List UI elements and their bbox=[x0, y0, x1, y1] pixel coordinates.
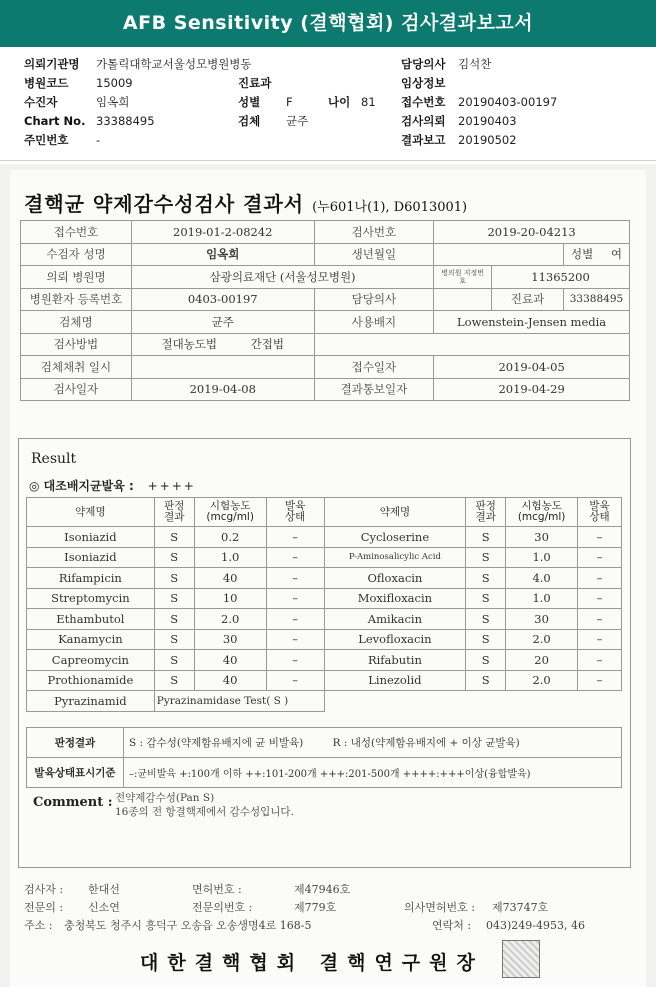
info-value: 균주 bbox=[131, 311, 314, 334]
drug-name: Rifabutin bbox=[324, 650, 466, 671]
drug-name: Levofloxacin bbox=[324, 629, 466, 650]
drug-row bbox=[27, 588, 622, 609]
drug-result: S bbox=[466, 588, 506, 609]
drug-growth: – bbox=[578, 547, 622, 568]
col-conc: 시험농도 (mcg/ml) bbox=[506, 498, 578, 527]
patient-label: 수진자 bbox=[24, 95, 58, 109]
age-label: 나이 bbox=[328, 95, 351, 109]
judge-label: 판정결과 bbox=[27, 728, 124, 758]
drug-name: Kanamycin bbox=[27, 629, 155, 650]
drug-concentration: 2.0 bbox=[506, 629, 578, 650]
hospital-code-label: 병원코드 bbox=[24, 76, 69, 90]
receipt-no-value: 20190403-00197 bbox=[458, 95, 558, 109]
drug-growth: – bbox=[266, 588, 324, 609]
resident-no-label: 주민번호 bbox=[24, 133, 69, 147]
drug-growth: – bbox=[578, 568, 622, 589]
drug-name: P-Aminosalicylic Acid bbox=[324, 547, 466, 568]
drug-concentration: 1.0 bbox=[506, 547, 578, 568]
judgement-legend bbox=[26, 727, 622, 788]
specialist-value: 신소연 bbox=[88, 901, 120, 914]
info-label: 담당의사 bbox=[314, 288, 434, 311]
organization-name: 대한결핵협회 결핵연구원장 bbox=[140, 952, 484, 974]
drug-name: Amikacin bbox=[324, 609, 466, 630]
control-growth-label: ◎ 대조배지균발육 : bbox=[29, 479, 134, 493]
drug-name: Ethambutol bbox=[27, 609, 155, 630]
info-value bbox=[434, 288, 492, 311]
info-value: 2019-04-08 bbox=[131, 378, 314, 401]
address-value: 충청북도 청주시 흥덕구 오송읍 오송생명4로 168-5 bbox=[64, 919, 312, 932]
drug-growth: – bbox=[578, 609, 622, 630]
report-title-text: 결핵균 약제감수성검사 결과서 bbox=[24, 192, 305, 216]
drug-name: Moxifloxacin bbox=[324, 588, 466, 609]
info-label: 수검자 성명 bbox=[21, 243, 132, 266]
official-seal bbox=[502, 940, 540, 978]
info-label: 접수번호 bbox=[21, 221, 132, 244]
drug-row bbox=[27, 650, 622, 671]
info-value: 2019-04-05 bbox=[434, 356, 630, 379]
report-title bbox=[24, 188, 467, 217]
doctor-license-label: 의사면허번호 : bbox=[404, 901, 475, 914]
drug-name: Ofloxacin bbox=[324, 568, 466, 589]
info-label: 검체채취 일시 bbox=[21, 356, 132, 379]
info-label: 생년월일 bbox=[314, 243, 434, 266]
info-label: 병원환자 등록번호 bbox=[21, 288, 132, 311]
drug-growth: – bbox=[578, 527, 622, 548]
report-header bbox=[0, 55, 656, 151]
info-value: 2019-20-04213 bbox=[434, 221, 630, 244]
drug-result: S bbox=[466, 568, 506, 589]
chart-no-label: Chart No. bbox=[24, 114, 86, 128]
drug-growth: – bbox=[578, 629, 622, 650]
drug-result: S bbox=[466, 609, 506, 630]
specialist-no-label: 전문의번호 : bbox=[192, 901, 253, 914]
info-value: 2019-04-29 bbox=[434, 378, 630, 401]
drug-result: S bbox=[154, 670, 194, 691]
comment-label: Comment : bbox=[33, 795, 113, 810]
patient-value: 임옥희 bbox=[96, 95, 130, 109]
report-code: (누601나(1), D6013001) bbox=[312, 200, 468, 215]
receipt-no-label: 접수번호 bbox=[401, 95, 446, 109]
hospital-value: 가톨릭대학교서울성모병원병동 bbox=[96, 57, 252, 71]
specimen-value: 균주 bbox=[286, 114, 309, 128]
sex-value: F bbox=[286, 95, 293, 109]
age-value: 81 bbox=[361, 95, 376, 109]
col-judge: 판정 결과 bbox=[466, 498, 506, 527]
drug-row bbox=[27, 547, 622, 568]
drug-name: Cycloserine bbox=[324, 527, 466, 548]
info-value: Lowenstein-Jensen media bbox=[434, 311, 630, 334]
drug-row bbox=[27, 670, 622, 691]
judge-legend bbox=[124, 728, 622, 758]
drug-row bbox=[27, 629, 622, 650]
info-empty bbox=[314, 333, 629, 356]
drug-growth: – bbox=[266, 609, 324, 630]
drug-concentration: 20 bbox=[506, 650, 578, 671]
report-date-value: 20190502 bbox=[458, 133, 517, 147]
col-growth: 발육 상태 bbox=[266, 498, 324, 527]
drug-name: Isoniazid bbox=[27, 527, 155, 548]
drug-concentration: 4.0 bbox=[506, 568, 578, 589]
info-label: 성별 bbox=[570, 247, 594, 262]
drug-growth: – bbox=[266, 670, 324, 691]
hospital-label: 의뢰기관명 bbox=[24, 57, 80, 71]
info-value: 0403-00197 bbox=[131, 288, 314, 311]
info-value: 33388495 bbox=[563, 288, 629, 311]
address-label: 주소 : bbox=[24, 919, 53, 932]
growth-legend: –:균비발육 +:100개 이하 ++:101-200개 +++:201-500개 ++++:+++이상(융합발육) bbox=[124, 758, 622, 788]
info-label: 검체명 bbox=[21, 311, 132, 334]
drug-row bbox=[27, 527, 622, 548]
drug-growth: – bbox=[578, 588, 622, 609]
drug-concentration: 1.0 bbox=[506, 588, 578, 609]
drug-name: Streptomycin bbox=[27, 588, 155, 609]
method-absolute: 절대농도법 bbox=[161, 337, 218, 352]
drug-result: S bbox=[466, 670, 506, 691]
info-value: 삼광의료재단 (서울성모병원) bbox=[131, 266, 433, 289]
patient-info-table bbox=[20, 220, 630, 401]
department-label: 진료과 bbox=[238, 76, 272, 90]
judge-r: R : 내성(약제함유배지에 + 이상 균발육) bbox=[332, 737, 520, 749]
license-value: 제47946호 bbox=[294, 883, 351, 896]
col-drug: 약제명 bbox=[27, 498, 155, 527]
drug-name: Linezolid bbox=[324, 670, 466, 691]
report-paper bbox=[10, 170, 646, 987]
drug-concentration: 10 bbox=[194, 588, 266, 609]
col-conc: 시험농도 (mcg/ml) bbox=[194, 498, 266, 527]
drug-concentration: 2.0 bbox=[506, 670, 578, 691]
info-value: 11365200 bbox=[492, 266, 630, 289]
specimen-label: 검체 bbox=[238, 114, 261, 128]
info-value bbox=[131, 333, 314, 356]
report-date-label: 결과보고 bbox=[401, 133, 446, 147]
info-label: 병의원 지정번호 bbox=[434, 266, 492, 289]
drug-concentration: 40 bbox=[194, 650, 266, 671]
info-value bbox=[434, 243, 564, 266]
drug-result: S bbox=[154, 547, 194, 568]
comment-line: 16종의 전 항결핵제에서 감수성입니다. bbox=[115, 806, 294, 818]
doctor-value: 김석찬 bbox=[458, 57, 492, 71]
info-label: 접수일자 bbox=[314, 356, 434, 379]
header-divider bbox=[0, 160, 656, 161]
pza-drug: Pyrazinamid bbox=[27, 691, 155, 712]
drug-result: S bbox=[466, 547, 506, 568]
drug-name: Prothionamide bbox=[27, 670, 155, 691]
method-indirect: 간접법 bbox=[250, 337, 284, 352]
drug-name: Rifampicin bbox=[27, 568, 155, 589]
hospital-code-value: 15009 bbox=[96, 76, 133, 90]
judge-s: S : 감수성(약제함유배지에 균 비발육) bbox=[129, 737, 304, 749]
license-label: 면허번호 : bbox=[192, 883, 242, 896]
drug-result: S bbox=[466, 650, 506, 671]
drug-growth: – bbox=[266, 650, 324, 671]
info-label: 결과통보일자 bbox=[314, 378, 434, 401]
info-label: 검사방법 bbox=[21, 333, 132, 356]
drug-result-table bbox=[26, 497, 622, 712]
sex-label: 성별 bbox=[238, 95, 261, 109]
drug-result: S bbox=[154, 629, 194, 650]
info-label: 의뢰 병원명 bbox=[21, 266, 132, 289]
phone-label: 연락처 : bbox=[432, 919, 472, 932]
drug-concentration: 2.0 bbox=[194, 609, 266, 630]
control-growth-value: ++++ bbox=[147, 479, 196, 493]
drug-name: Isoniazid bbox=[27, 547, 155, 568]
resident-no-value: - bbox=[96, 133, 101, 147]
info-value: 여 bbox=[610, 247, 622, 262]
specialist-no-value: 제779호 bbox=[294, 901, 337, 914]
pza-test: Pyrazinamidase Test( S ) bbox=[154, 691, 324, 712]
drug-row bbox=[27, 609, 622, 630]
info-value: 2019-01-2-08242 bbox=[131, 221, 314, 244]
drug-concentration: 30 bbox=[506, 527, 578, 548]
doctor-label: 담당의사 bbox=[401, 57, 446, 71]
drug-concentration: 40 bbox=[194, 568, 266, 589]
drug-growth: – bbox=[578, 650, 622, 671]
info-value: 임옥희 bbox=[131, 243, 314, 266]
col-growth: 발육 상태 bbox=[578, 498, 622, 527]
drug-result: S bbox=[154, 527, 194, 548]
growth-legend-label: 발육상태표시기준 bbox=[27, 758, 124, 788]
drug-concentration: 30 bbox=[506, 609, 578, 630]
drug-result: S bbox=[154, 588, 194, 609]
info-label: 진료과 bbox=[492, 288, 564, 311]
drug-result: S bbox=[154, 568, 194, 589]
phone-value: 043)249-4953, 46 bbox=[486, 919, 585, 932]
info-value bbox=[131, 356, 314, 379]
drug-row bbox=[27, 568, 622, 589]
chart-no-value: 33388495 bbox=[96, 114, 155, 128]
drug-growth: – bbox=[578, 670, 622, 691]
drug-concentration: 0.2 bbox=[194, 527, 266, 548]
window-title: AFB Sensitivity (결핵협회) 검사결과보고서 bbox=[0, 0, 656, 47]
info-value bbox=[563, 243, 629, 266]
drug-result: S bbox=[466, 629, 506, 650]
drug-growth: – bbox=[266, 547, 324, 568]
col-drug: 약제명 bbox=[324, 498, 466, 527]
result-section bbox=[18, 438, 631, 868]
drug-concentration: 1.0 bbox=[194, 547, 266, 568]
request-date-label: 검사의뢰 bbox=[401, 114, 446, 128]
control-growth bbox=[29, 477, 196, 494]
doctor-license-value: 제73747호 bbox=[492, 901, 549, 914]
drug-result: S bbox=[154, 650, 194, 671]
drug-growth: – bbox=[266, 629, 324, 650]
drug-growth: – bbox=[266, 568, 324, 589]
specialist-label: 전문의 : bbox=[24, 901, 64, 914]
request-date-value: 20190403 bbox=[458, 114, 517, 128]
table-empty bbox=[324, 691, 621, 712]
drug-result: S bbox=[466, 527, 506, 548]
comment-line: 전약제감수성(Pan S) bbox=[115, 792, 215, 804]
tester-label: 검사자 : bbox=[24, 883, 64, 896]
clinical-info-label: 임상정보 bbox=[401, 76, 446, 90]
drug-concentration: 30 bbox=[194, 629, 266, 650]
scanned-report bbox=[0, 164, 656, 987]
info-label: 사용배지 bbox=[314, 311, 434, 334]
info-label: 검사일자 bbox=[21, 378, 132, 401]
drug-growth: – bbox=[266, 527, 324, 548]
drug-name: Capreomycin bbox=[27, 650, 155, 671]
drug-concentration: 40 bbox=[194, 670, 266, 691]
col-judge: 판정 결과 bbox=[154, 498, 194, 527]
info-label: 검사번호 bbox=[314, 221, 434, 244]
result-title: Result bbox=[31, 451, 77, 467]
tester-value: 한대선 bbox=[88, 883, 120, 896]
drug-result: S bbox=[154, 609, 194, 630]
comment-text bbox=[115, 791, 294, 819]
